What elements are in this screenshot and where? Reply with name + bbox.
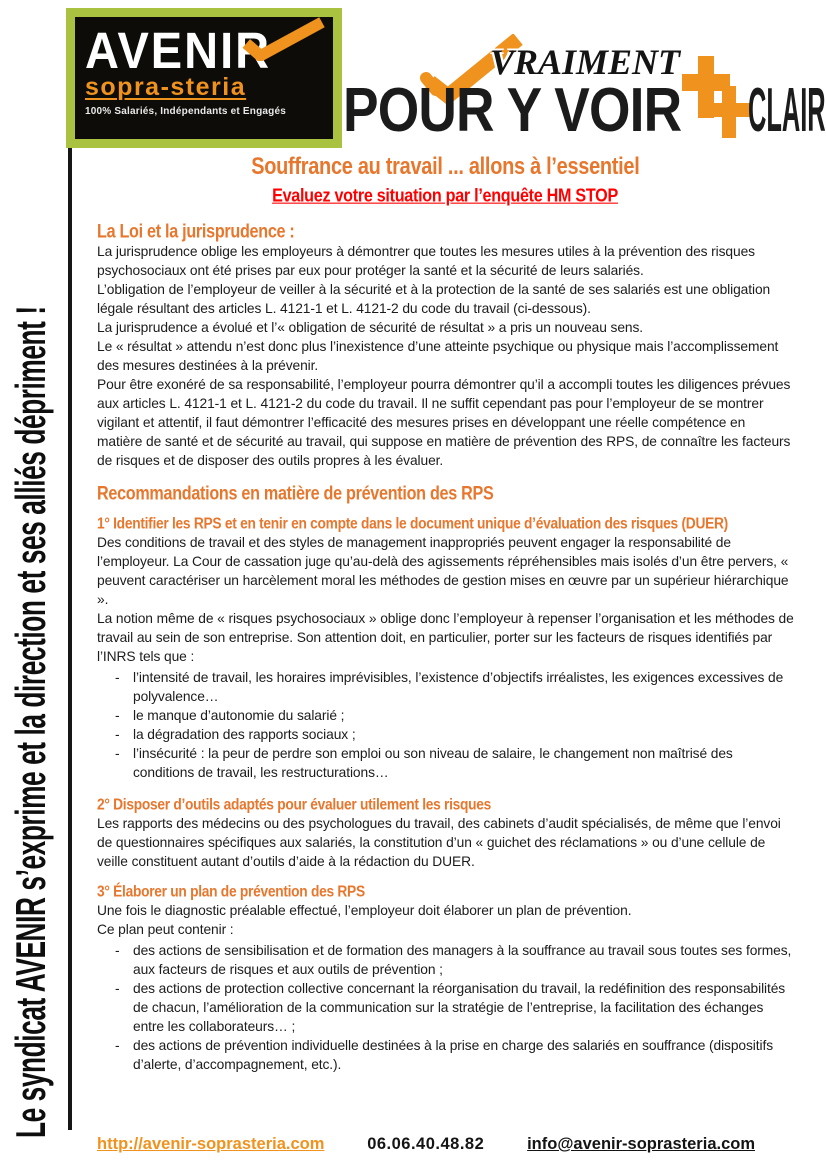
- avenir-logo: [66, 8, 342, 148]
- bullet-marker: -: [115, 670, 120, 686]
- checkmark-icon: [241, 17, 329, 61]
- list-item: [97, 706, 794, 725]
- list-item-text: des actions de prévention individuelle destinées à la prise en charge des salariés en souffrance (dispositifs d’alerte, d’accompagnement, etc.).: [133, 1038, 773, 1073]
- logo-title: AVENIR: [85, 21, 272, 79]
- bullet-marker: -: [115, 1038, 120, 1054]
- logo-tagline: 100% Salariés, Indépendants et Engagés: [85, 106, 287, 117]
- list-item-text: l’intensité de travail, les horaires imprévisibles, l’existence d’objectifs irréalistes, les exigences excessives de polyvalence…: [133, 670, 784, 705]
- list-item-text: le manque d’autonomie du salarié ;: [133, 708, 345, 724]
- phone-number: 06.06.40.48.82: [367, 1135, 485, 1153]
- website-link[interactable]: http://avenir-soprasteria.com: [97, 1135, 325, 1153]
- bullet-marker: -: [115, 746, 120, 762]
- logo-subtitle: sopra-steria: [85, 73, 247, 101]
- paragraph: Les rapports des médecins ou des psychologues du travail, des cabinets d’audit spécialisés, de même que l’envoi de questionnaires spécifiques aux salariés, la constitution d’un « guichet des réclamations » ou d’une cellule de veille constituent autant d’outils d’aide à la rédaction du DUER.: [97, 816, 781, 870]
- list-item-text: des actions de sensibilisation et de formation des managers à la souffrance au travail sous toutes ses formes, aux facteurs de risques et aux outils de prévention ;: [133, 943, 792, 978]
- list-item: [97, 744, 794, 782]
- masthead-vraiment: VRAIMENT: [489, 42, 681, 82]
- bullet-marker: -: [115, 727, 120, 743]
- article-body: [97, 156, 794, 1132]
- email-link[interactable]: info@avenir-soprasteria.com: [527, 1135, 755, 1153]
- list-item: [97, 941, 794, 979]
- paragraph: La jurisprudence oblige les employeurs à démontrer que toutes les mesures utiles à la prévention des risques psychosociaux ont été prises par eux pour protéger la santé et la sécurité de leurs salariés.: [97, 244, 755, 279]
- section-heading-3-prevention-plan: 3° Élaborer un plan de prévention des RPS: [97, 883, 365, 901]
- masthead-clair: CLAIR: [748, 76, 826, 145]
- paragraph: Ce plan peut contenir :: [97, 922, 234, 938]
- risk-factors-list: [97, 668, 794, 782]
- list-item: [97, 725, 794, 744]
- list-item: [97, 668, 794, 706]
- avenir-logo-inner: [75, 17, 333, 139]
- paragraph: Une fois le diagnostic préalable effectué, l’employeur doit élaborer un plan de prévention.: [97, 903, 632, 919]
- bullet-marker: -: [115, 708, 120, 724]
- list-item-text: la dégradation des rapports sociaux ;: [133, 727, 356, 743]
- footer: [97, 1135, 755, 1154]
- list-item: [97, 979, 794, 1036]
- paragraph: La jurisprudence a évolué et l’« obligation de sécurité de résultat » a pris un nouveau sens.: [97, 320, 643, 336]
- main-title: Souffrance au travail ... allons à l’essentiel: [251, 156, 640, 180]
- bullet-marker: -: [115, 981, 120, 997]
- paragraph: Des conditions de travail et des styles de management inappropriés peuvent engager la responsabilité de l’employeur. La Cour de cassation juge qu’au-delà des agissements répréhensibles mais isolés d’un être pervers, « peuvent caractériser un harcèlement moral les méthodes de gestion mises en œuvre par un supérieur hiérarchique ».: [97, 535, 789, 608]
- section-heading-law: La Loi et la jurisprudence :: [97, 220, 295, 243]
- paragraph: La notion même de « risques psychosociaux » oblige donc l’employeur à repenser l’organisation et les méthodes de travail au sein de son entreprise. Son attention doit, en particulier, porter sur les facteurs de risques identifiés par l’INRS tels que :: [97, 611, 794, 665]
- prevention-plan-list: [97, 941, 794, 1074]
- section-heading-recommendations: Recommandations en matière de prévention des RPS: [97, 482, 494, 505]
- paragraph: Pour être exonéré de sa responsabilité, l’employeur pourra démontrer qu’il a accompli toutes les diligences prévues aux articles L. 4121-1 et L. 4121-2 du code du travail. Il ne suffit cependant pas pour l’employeur de se montrer vigilant et attentif, il faut démontrer l’efficacité des mesures prises en développant une réelle compétence en matière de santé et de sécurité au travail, qui suppose en matière de prévention des RPS, de connaître les facteurs de risques et de disposer des outils propres à les évaluer.: [97, 377, 791, 469]
- paragraph: Le « résultat » attendu n’est donc plus l’inexistence d’une atteinte psychique ou physique mais l’accomplissement des mesures destinées à la prévenir.: [97, 339, 779, 374]
- list-item-text: des actions de protection collective concernant la réorganisation du travail, la redéfinition des responsabilités de chacun, l’amélioration de la communication sur la stratégie de l’entreprise, la facilitation des échanges entre les collaborateurs… ;: [133, 981, 786, 1035]
- section-heading-1-identify-rps: 1° Identifier les RPS et en tenir en compte dans le document unique d’évaluation des risques (DUER): [97, 515, 728, 533]
- section-heading-2-tools: 2° Disposer d’outils adaptés pour évaluer utilement les risques: [97, 796, 492, 814]
- sidebar-slogan: Le syndicat AVENIR s’exprime et la direction et ses alliés dépriment !: [7, 306, 55, 1138]
- subtitle-link[interactable]: Evaluez votre situation par l’enquête HM STOP: [272, 185, 619, 206]
- masthead-pour-y-voir: POUR Y VOIR: [343, 76, 682, 145]
- plus-plus-icon: [682, 56, 750, 138]
- list-item: [97, 1036, 794, 1074]
- vertical-divider: [68, 148, 72, 1130]
- paragraph: L’obligation de l’employeur de veiller à la sécurité et à la protection de la santé de ses salariés est une obligation légale résultant des articles L. 4121-1 et L. 4121-2 du code du travail (ci-dessous).: [97, 282, 771, 317]
- list-item-text: l’insécurité : la peur de perdre son emploi ou son niveau de salaire, le changement non maîtrisé des conditions de travail, les restructurations…: [133, 746, 733, 781]
- bullet-marker: -: [115, 943, 120, 959]
